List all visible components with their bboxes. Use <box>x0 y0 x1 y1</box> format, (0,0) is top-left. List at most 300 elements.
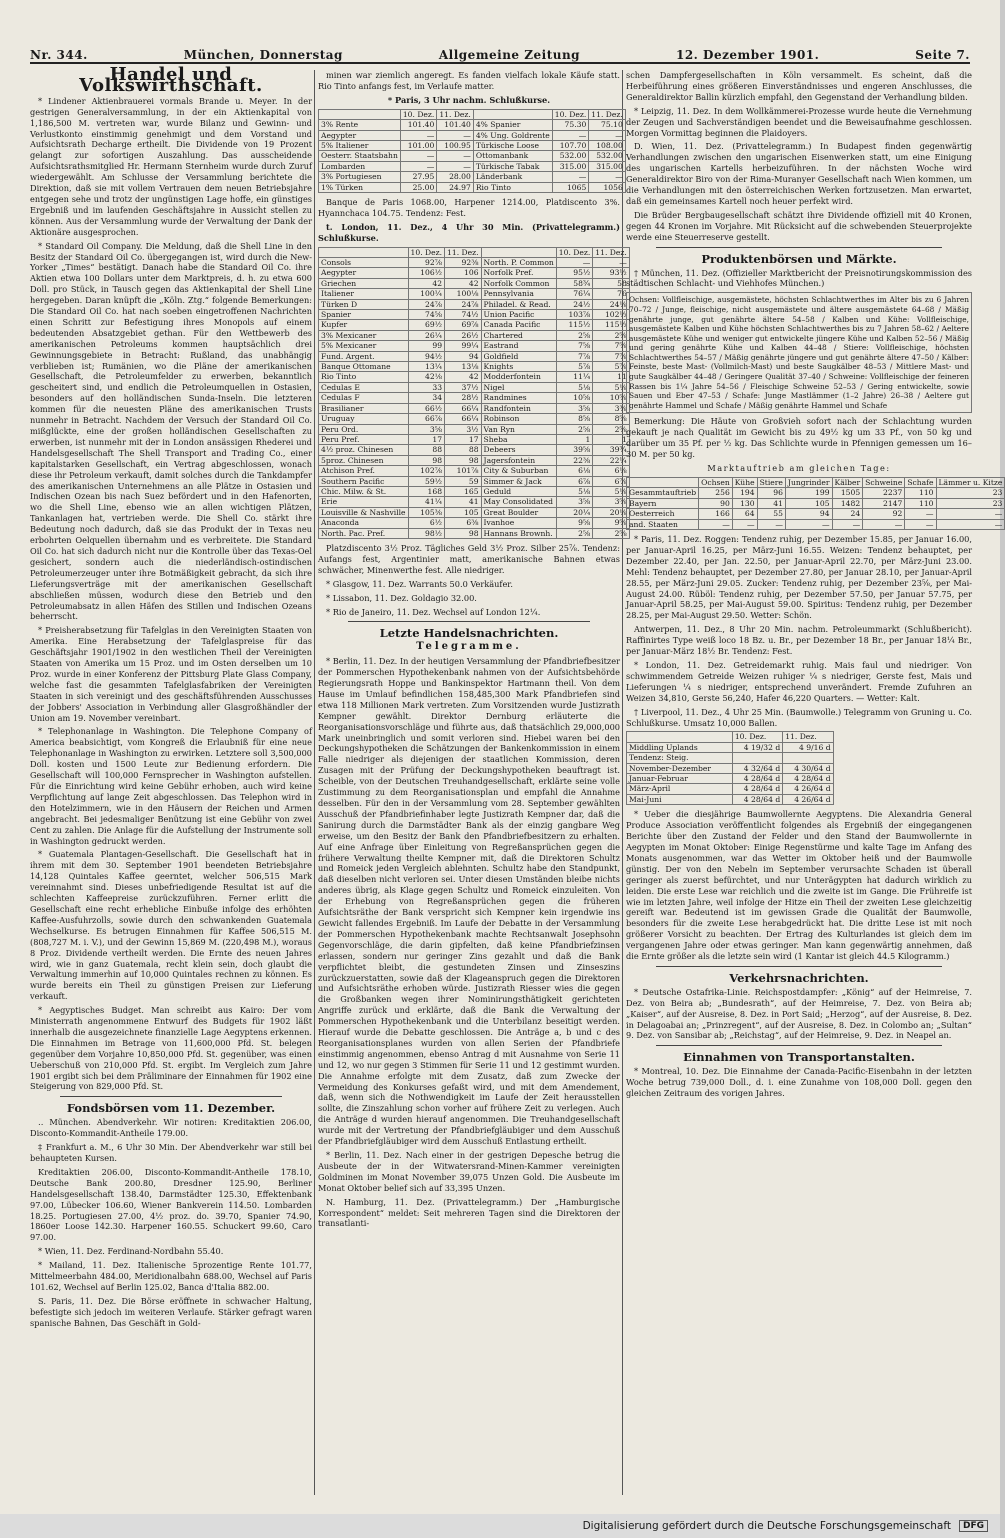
city-day: München, Donnerstag <box>183 48 343 62</box>
table-cell: 106½ <box>408 268 445 278</box>
paris-heading: * Paris, 3 Uhr nachm. Schlußkurse. <box>387 94 551 105</box>
table-cell: 9⅝ <box>556 518 593 528</box>
table-cell: 92⅜ <box>445 258 482 268</box>
table-cell: Türkische Tabak <box>473 161 552 171</box>
table-cell: 39⅝ <box>556 445 593 455</box>
table-cell: 102⅞ <box>408 466 445 476</box>
table-cell: Robinson <box>481 414 556 424</box>
table-cell: 5⅞ <box>593 362 630 372</box>
report-paris-getreide: * Paris, 11. Dez. Roggen: Tendenz ruhig, per Dezember 15.85, per Januar 16.00, per Januar-April 16.25, per März-Juni 16.55. Weizen: Tendenz behauptet, per Dezember 22.40, per Jan. 22.50, per Januar-April 22.70, per März-Juni 23.00. Mehl: Tendenz behauptet, per Dezember 27.80, per Januar 28.10, per Januar-April 28.55, per März-Juni 29.05. Zucker: Tendenz ruhig, per Dezember 23⅝, per Mai-August 24.00. Rüböl: Tendenz ruhig, per Dezember 57.50, per Januar 57.75, per Januar-April 58.25, per Mai-August 59.00. Spiritus: Tendenz ruhig, per Dezember 28.25, per Mai-August 29.50. Wetter: Schön. <box>626 534 972 621</box>
table-cell: 94 <box>785 509 832 519</box>
table-cell: 66¼ <box>445 414 482 424</box>
table-cell: Anaconda <box>319 518 409 528</box>
table-cell: Southern Pacific <box>319 476 409 486</box>
table-cell: 41 <box>445 497 482 507</box>
table-cell: 115½ <box>593 320 630 330</box>
table-cell: 4 19/32 d <box>732 742 782 752</box>
table-row <box>627 509 1005 519</box>
table-cell: 2237 <box>863 488 905 498</box>
table-cell: Ottomanbank <box>473 151 552 161</box>
table-cell: 1065 <box>552 182 589 192</box>
table-cell: 93½ <box>593 268 630 278</box>
table-cell: 4 32/64 d <box>732 763 782 773</box>
table-cell: 8⅝ <box>593 414 630 424</box>
table-cell: 24½ <box>556 299 593 309</box>
table-cell: — <box>905 519 936 529</box>
table-cell: 17 <box>445 434 482 444</box>
article-standard-oil: * Standard Oil Company. Die Meldung, daß die Shell Line in den Besitz der Standard Oil Co. übergegangen ist, wird durch die New-Yorker „Times“ bestätigt. Danach habe die Standard Oil Co. ihre Aktien etwa 100 Dollars unter dem Marktpreis, d. h. zu etwa 600 Doll. pro Stück, in Tausch gegen das Aktienkapital der Shell Line hergegeben. Daran knüpft die „Köln. Ztg.“ folgende Bemerkungen: Die Standard Oil Co. hat nach soeben eingetroffenen Nachrichten einen Schritt zur Befestigung ihres Monopols auf einem bedeutenden Absatzgebiet gethan. Für den Wettbewerb des amerikanischen Petroleums kommen hauptsächlich drei Gewinnungsgebiete in Betracht: Rußland, das unabhängig verblieben ist; Rumänien, wo die Pläne der amerikanischen Gesellschaft, die Petroleumfelder zu erwerben, bekanntlich gescheitert sind, und endlich die Petroleumquellen in Ostasien, besonders auf den holländischen Sunda-Inseln. Die letzteren kommen für die neuesten Pläne des amerikanischen Trusts nunmehr in Betracht. Nachdem der Versuch der Standard Oil Co. mißglückte, eine der großen holländischen Gesellschaften zu erwerben, ist nunmehr mit der in London ansässigen Rhederei und Handelsgesellschaft The Shell Transport and Trading Co., einer kapitalstarken Gesellschaft, ein Vertrag abgeschlossen, wonach diese ihr Petroleum verkauft, damit solches durch die Tankdampfer des amerikanischen Unternehmens an alle Plätze in Ostasien und Indischen Ozean bis nach Suez befördert und in den Hafenorten, wo die Shell Line, ebenso wie an allen wichtigen Plätzen, Tankanlagen hat, vertrieben werde. Die Shell Co. stärkt ihre Bedeutung noch dadurch, daß sie das Produkt der in Texas neu erbohrten Oelquellen übernahm und es verbreitete. Die Standard Oil Co. hat sich dadurch nicht nur die Kontrolle über das Texas-Oel gesichert, sondern auch die niederländisch-ostindischen Petroleumerzeuger unter ihre Botmäßigkeit gebracht, da sich ihre Lieferungsverträge mit der amerikanischen Gesellschaft abschließen müssen, wodurch diese den Betrieb und den Petroleumabsatz in allen Häfen des Stillen und Indischen Ozeans beherrscht. <box>30 240 312 622</box>
telegram-wien: D. Wien, 11. Dez. (Privattelegramm.) In Budapest finden gegenwärtig Verhandlungen zwischen den ungarischen Eisenwerken statt, um eine Einigung des ungarischen Kartells herbeizuführen. In der nächsten Woche wird Generaldirektor Biro von der Rima-Muranyer Gesellschaft nach Wien kommen, um die Verhandlungen mit den österreichischen Werken fortzusetzen. Man erwartet, daß ein gemeinsames Kartell noch heuer perfekt wird. <box>626 141 972 206</box>
table-row <box>319 507 630 517</box>
table-cell: 42 <box>445 372 482 382</box>
column-header: Lämmer u. Kitze <box>936 477 1005 487</box>
table-row <box>319 268 630 278</box>
issue-date: 12. Dezember 1901. <box>675 48 820 62</box>
table-cell: 94 <box>445 351 482 361</box>
column-header: 10. Dez. <box>552 109 589 119</box>
table-cell: 165 <box>445 486 482 496</box>
table-cell: 3% Mexicaner <box>319 330 409 340</box>
column-header: Schafe <box>905 477 936 487</box>
table-cell: — <box>552 130 589 140</box>
table-cell: 4 28/64 d <box>732 774 782 784</box>
table-cell: Modderfontein <box>481 372 556 382</box>
table-cell: 74½ <box>445 310 482 320</box>
table-cell: 3⅝ <box>556 497 593 507</box>
column-header: 11. Dez. <box>589 109 626 119</box>
column-header <box>319 109 401 119</box>
table-cell: 7⅝ <box>593 341 630 351</box>
column-header <box>473 109 552 119</box>
table-cell: — <box>589 130 626 140</box>
table-cell: 11 <box>593 372 630 382</box>
table-cell: 194 <box>732 488 757 498</box>
table-cell: 33 <box>408 382 445 392</box>
table-cell: Lombarden <box>319 161 401 171</box>
table-cell: — <box>593 258 630 268</box>
table-header-row <box>627 732 834 742</box>
table-row <box>627 498 1005 508</box>
table-row <box>319 330 630 340</box>
article-guatemala: * Guatemala Plantagen-Gesellschaft. Die Gesellschaft hat in ihrem mit dem 30. September 1901 beendeten Betriebsjahre 14,128 Quintales Kaffee geerntet, welcher 506,515 Mark vereinnahmt sind. Dieses unbefriedigende Resultat ist auf die schlechten Kaffeepreise zurückzuführen. Ferner erlitt die Gesellschaft eine recht erhebliche Einbuße infolge des erhöhten Kaffee-Ausfuhrzolls, sowie durch den schwankenden Guatemala Wechselkurse. Es betrugen Einnahmen für Kaffee 506,515 M. (808,727 M. i. V.), und der Gewinn 15,869 M. (220,498 M.), woraus 8 Proz. Dividende vertheilt werden. Die Ernte des neuen Jahres wird, wie in ganz Guatemala, recht klein sein, doch glaubt die Verwaltung immerhin auf 10,000 Quintales rechnen zu können. Es wurde bereits ein Theil zu günstigen Preisen zur Lieferung verkauft. <box>30 849 312 1002</box>
table-cell: 107.70 <box>552 140 589 150</box>
table-cell: 2⅝ <box>556 424 593 434</box>
table-cell: Nigel <box>481 382 556 392</box>
table-cell: 3⅝ <box>593 497 630 507</box>
table-row <box>627 753 834 763</box>
table-cell: 4% Spanier <box>473 120 552 130</box>
table-row <box>319 182 626 192</box>
table-cell: 2⅝ <box>593 424 630 434</box>
table-cell: 105⅜ <box>408 507 445 517</box>
table-cell: 39¾ <box>593 445 630 455</box>
table-cell: 315.00 <box>589 161 626 171</box>
column-2 <box>318 70 627 1495</box>
report-mailand: * Mailand, 11. Dez. Italienische 5prozentige Rente 101.77, Mittelmeerbahn 484.00, Meridionalbahn 688.00, Wechsel auf Paris 101.62, Wechsel auf Berlin 125.02, Banca d'Italia 882.00. <box>30 1260 312 1292</box>
table-cell: 100.95 <box>437 140 474 150</box>
table-row <box>319 445 630 455</box>
table-cell: 10⅝ <box>593 393 630 403</box>
table-cell: 5proz. Chinesen <box>319 455 409 465</box>
table-row <box>319 258 630 268</box>
table-cell: 4½ proz. Chinesen <box>319 445 409 455</box>
table-row <box>319 466 630 476</box>
table-cell: 100¼ <box>408 289 445 299</box>
table-row <box>319 320 630 330</box>
table-cell: 23 <box>936 498 1005 508</box>
table-cell: 7⅞ <box>556 351 593 361</box>
table-cell: 42 <box>445 278 482 288</box>
table-cell: 3½ <box>445 424 482 434</box>
table-row <box>319 382 630 392</box>
column-header <box>627 732 733 742</box>
table-cell: Peru Ord. <box>319 424 409 434</box>
table-cell: 98 <box>445 528 482 538</box>
table-cell: 2⅝ <box>593 528 630 538</box>
table-cell: 532.00 <box>552 151 589 161</box>
table-cell: 3⅝ <box>408 424 445 434</box>
report-lissabon: * Lissabon, 11. Dez. Goldagio 32.00. <box>326 592 477 603</box>
table-cell: 101.40 <box>400 120 437 130</box>
table-cell: May Consolidated <box>481 497 556 507</box>
table-cell: 88 <box>445 445 482 455</box>
table-cell: Erie <box>319 497 409 507</box>
table-cell: 115½ <box>556 320 593 330</box>
table-cell: — <box>785 519 832 529</box>
table-cell: 108.00 <box>589 140 626 150</box>
table-cell: — <box>437 130 474 140</box>
table-cell: 101.00 <box>400 140 437 150</box>
table-cell: 27.95 <box>400 172 437 182</box>
table-cell: — <box>400 161 437 171</box>
table-cell: 75.30 <box>552 120 589 130</box>
table-cell: Sheba <box>481 434 556 444</box>
table-cell: 66½ <box>408 403 445 413</box>
table-cell: — <box>400 130 437 140</box>
dfg-logo: DFG <box>959 1520 988 1532</box>
table-cell: — <box>863 519 905 529</box>
table-cell: 1 <box>556 434 593 444</box>
table-cell: 532.00 <box>589 151 626 161</box>
telegram-leipzig: * Leipzig, 11. Dez. In dem Wollkämmerei-Prozesse wurde heute die Vernehmung der Zeugen und Sachverständigen beendet und die Beweisaufnahme geschlossen. Morgen Vormittag beginnen die Plaidoyers. <box>626 105 972 138</box>
table-cell: 22¼ <box>593 455 630 465</box>
table-row <box>319 518 630 528</box>
column-1 <box>30 64 312 1495</box>
telegram-berlin-pommersche: * Berlin, 11. Dez. In der heutigen Versammlung der Pfandbriefbesitzer der Pommerschen Hypothekenbank nahmen von der Aufsichtsbehörde Regierungsrath Hoppe und Bankinspektor Hartmann theil. Von dem Hause im Umlauf befindlichen 158,485,300 Mark Pfandbriefen sind etwa 118 Millionen Mark vertreten. Zum Vorsitzenden wurde Justizrath Kempner gewählt. Direktor Dernburg erläuterte die Reorganisationsvorschläge und führte aus, daß thatsächlich 29,000,000 Mark uneinbringlich und somit verloren sind. Hiebei waren bei den Deckungshypotheken die Schätzungen der Bankenkommission in einem Falle niedriger als diejenigen der staatlichen Kommission, deren Zusagen mit der Prüfung der Deckungshypotheken beauftragt ist. Scheible, von der Deutschen Treuhandgesellschaft, erklärte seine volle Zustimmung zu dem Reorganisationsplan und empfahl die Annahme desselben. Für den in der Versammlung vom 28. September gewählten Ausschuß der Pfandbriefinhaber legte Justizrath Kempner dar, daß die Sanirung durch die Darmstädter Bank als der einzig gangbare Weg erweise, um den Besitz der Bank den Pfandbriefbesitzern zu erhalten. Auf eine Anfrage über Einleitung von Regreßansprüchen gegen die frühere Verwaltung theilte Kempner mit, daß die Direktoren Schultz und Romeick jeden Vergleich ablehnten. Schultz habe den Standpunkt, daß dieselben nicht verloren sei. Unter diesen Umständen bleibe nichts anderes übrig, als Klage gegen Schultz und Romeick einzuleiten. Von der Erhebung von Regreßansprüchen gegen die früheren Aufsichtsräthe der Bank verspricht sich Kempner kein irgendwie ins Gewicht fallendes Ergebniß. Im Laufe der Debatte in der Versammlung der Pommerschen Hypothekenbank machte Rechtsanwalt Josephsohn Gegenvorschläge, die darin gipfelten, daß keine Pfandbriefzinsen erlassen, sondern nur geringer Zins gezahlt und daß die Bank verpflichtet bleibt, die gestundeten Zinsen und Zinseszins zurückzuerstatten, sowie daß der Klageanspruch gegen die Direktoren und Aufsichtsräthe erhoben würde. Justizrath Riesser wies die gegen die Großbanken wegen ihrer Nominirungsthätigkeit gerichteten Angriffe zurück und erklärte, daß die Bank die Verwaltung der Pommerschen Hypothekenbank und die Unterbilanz beseitigt werden. Hierauf wurde die Debatte geschlossen. Die Anträge a, b und c des Reorganisationsplanes wurden von allen Serien der Pfandbriefe einstimmig angenommen, ebenso Antrag d mit Ausnahme von Serie 11 und 12, wo nur gegen 3 Stimmen für Serie 11 und 12 gestimmt wurden. Die Annahme erfolgte mit dem Zusatz, daß zum Zwecke der Vermeidung des Konkurses gefaßt wird, und mit dem Amendement, daß, wenn sich die Nothwendigkeit im Laufe der Zeit herausstellen sollte, die Zinszahlung schon vorher auf frühere Zeit zu verlegen. Auch die Anträge d wurden hierauf angenommen. Die Treuhandgesellschaft wurde mit der Vertretung der Pfandbriefgläubiger und dem Ausschuß der Pfandbriefgläubiger wird dem Ausschuß Entlastung ertheilt. <box>318 656 620 1147</box>
column-rule <box>314 70 315 1495</box>
table-row <box>319 278 630 288</box>
table-cell: Jagersfontein <box>481 455 556 465</box>
table-cell: Chartered <box>481 330 556 340</box>
london-heading: t. London, 11. Dez., 4 Uhr 30 Min. (Privattelegramm.) Schlußkurse. <box>318 221 620 243</box>
telegram-hamburg: N. Hamburg, 11. Dez. (Privattelegramm.) Der „Hamburgische Korrespondent“ meldet: Seit mehreren Tagen sind die Direktoren der transatlanti- <box>318 1196 620 1229</box>
table-cell: — <box>552 172 589 182</box>
table-row <box>627 784 834 794</box>
table-cell: 13¼ <box>408 362 445 372</box>
table-cell: Brasilianer <box>319 403 409 413</box>
report-antwerpen: Antwerpen, 11. Dez., 8 Uhr 20 Min. nachm. Petroleummarkt (Schlußbericht). Raffinirtes Type weiß loco 18 Bz. u. Br., per Dezember 18 Br., per Januar 18¼ Br., per Januar-März 18½ Br. Tendenz: Fest. <box>626 624 972 657</box>
report-glasgow: * Glasgow, 11. Dez. Warrants 50.0 Verkäufer. <box>326 578 513 589</box>
table-cell: 34 <box>408 393 445 403</box>
table-cell: 4 9/16 d <box>783 742 833 752</box>
table-row <box>627 742 834 752</box>
table-cell: November-Dezember <box>627 763 733 773</box>
table-cell: 99 <box>408 341 445 351</box>
london-after: Platzdiscento 3½ Proz. Tägliches Geld 3½ Proz. Silber 25⅞. Tendenz: Aufangs fest, Argentinier matt, amerikanische Bahnen etwas schwächer, Minenwerthe fest. Alle niedriger. <box>318 542 620 575</box>
table-row <box>319 299 630 309</box>
table-cell: Gesammtauftrieb <box>627 488 699 498</box>
table-row <box>319 414 630 424</box>
table-cell: Simmer & Jack <box>481 476 556 486</box>
table-cell: 5⅛ <box>556 382 593 392</box>
table-cell: 96 <box>757 488 785 498</box>
table-cell: 26½ <box>445 330 482 340</box>
table-cell: 26¼ <box>408 330 445 340</box>
table-cell: 42⅛ <box>408 372 445 382</box>
table-cell: Chic. Milw. & St. <box>319 486 409 496</box>
table-cell: 105 <box>445 507 482 517</box>
table-cell: 75.10 <box>589 120 626 130</box>
table-cell: 6⅞ <box>556 476 593 486</box>
table-cell: 22⅜ <box>556 455 593 465</box>
table-cell: Norfolk Pref. <box>481 268 556 278</box>
table-cell: 98 <box>408 455 445 465</box>
digitization-footer <box>0 1514 1000 1538</box>
article-bergbau: Die Brüder Bergbaugesellschaft schätzt ihre Dividende offiziell mit 40 Kronen, gegen 44 Kronen im Vorjahre. Mit Rücksicht auf die schwebenden Steuerprojekte werde eine Steuerreserve gestellt. <box>626 209 972 242</box>
column-header: 11. Dez. <box>593 247 630 257</box>
table-cell: 20⅛ <box>593 507 630 517</box>
table-cell: 1 <box>593 434 630 444</box>
table-cell: 37½ <box>445 382 482 392</box>
table-row <box>319 310 630 320</box>
table-cell: 98½ <box>408 528 445 538</box>
table-cell: 1056 <box>589 182 626 192</box>
page-number: Seite 7. <box>915 48 970 62</box>
table-row <box>319 351 630 361</box>
table-cell: 6⅛ <box>593 466 630 476</box>
table-row <box>319 497 630 507</box>
column-header: Kühe <box>732 477 757 487</box>
table-cell: 315.00 <box>552 161 589 171</box>
table-cell: 58¾ <box>556 278 593 288</box>
table-cell: 4 30/64 d <box>783 763 833 773</box>
column-header <box>319 247 409 257</box>
table-cell: — <box>437 151 474 161</box>
table-cell: 66⅞ <box>408 414 445 424</box>
table-cell: Aegypter <box>319 130 401 140</box>
table-cell: Eastrand <box>481 341 556 351</box>
column-header: 11. Dez. <box>783 732 833 742</box>
table-cell: 20¼ <box>556 507 593 517</box>
column-header <box>481 247 556 257</box>
table-cell: Louisville & Nashville <box>319 507 409 517</box>
table-cell: — <box>589 172 626 182</box>
table-cell: 4 28/64 d <box>732 784 782 794</box>
table-cell: — <box>437 161 474 171</box>
table-cell: 23 <box>936 488 1005 498</box>
table-row <box>319 120 626 130</box>
table-cell: Randmines <box>481 393 556 403</box>
table-cell: Knights <box>481 362 556 372</box>
table-header-row <box>627 477 1005 487</box>
table-cell: 5⅛ <box>593 486 630 496</box>
table-cell: — <box>832 519 863 529</box>
table-cell: Van Ryn <box>481 424 556 434</box>
table-cell: 59½ <box>408 476 445 486</box>
table-cell: 42 <box>408 278 445 288</box>
column-header: 10. Dez. <box>556 247 593 257</box>
table-row <box>319 455 630 465</box>
table-cell: Banque Ottomane <box>319 362 409 372</box>
table-cell: 199 <box>785 488 832 498</box>
table-cell: 1482 <box>832 498 863 508</box>
table-cell: Ivanhoe <box>481 518 556 528</box>
table-cell: 76¼ <box>556 289 593 299</box>
table-cell: City & Suburban <box>481 466 556 476</box>
table-cell: Goldfield <box>481 351 556 361</box>
table-cell: — <box>732 519 757 529</box>
table-cell: 6⅜ <box>445 518 482 528</box>
column-header: Schweine <box>863 477 905 487</box>
paris-after: Banque de Paris 1068.00, Harpener 1214.00, Platdiscento 3%. Hyannchaca 104.75. Tendenz: Fest. <box>318 196 620 218</box>
table-cell: Griechen <box>319 278 409 288</box>
table-cell: 69⅞ <box>445 320 482 330</box>
report-montreal: * Montreal, 10. Dez. Die Einnahme der Canada-Pacific-Eisenbahn in der letzten Woche betrug 739,000 Doll., d. i. eine Zunahme von 108,000 Doll. gegen den gleichen Zeitraum des vorigen Jahres. <box>626 1066 972 1099</box>
table-cell: 6⅞ <box>593 476 630 486</box>
table-cell: 5⅛ <box>593 382 630 392</box>
london-quote-table <box>318 247 630 539</box>
report-ostafrika-linie: * Deutsche Ostafrika-Linie. Reichspostdampfer: „König“ auf der Heimreise, 7. Dez. von Beira ab; „Bundesrath“, auf der Heimreise, 7. Dez. von Beira ab; „Kaiser“, auf der Ausreise, 8. Dez. in Port Said; „Herzog“, auf der Ausreise, 8. Dez. in Delagoabai an; „Prinzregent“, auf der Ausreise, 8. Dez. in Colombo an; „Sultan“ 9. Dez. von Sansibar ab; „Reichstag“, auf der Heimreise, 9. Dez. in Neapel an. <box>626 986 972 1041</box>
report-rio: * Rio de Janeiro, 11. Dez. Wechsel auf London 12¼. <box>326 606 541 617</box>
table-cell: 110 <box>905 498 936 508</box>
table-cell: 9⅝ <box>593 518 630 528</box>
table-cell: Türkische Loose <box>473 140 552 150</box>
table-cell: 11¼ <box>556 372 593 382</box>
table-cell <box>732 753 782 763</box>
footer-text: Digitalisierung gefördert durch die Deutsche Forschungsgemeinschaft <box>582 1520 951 1532</box>
article-telephon: * Telephonanlage in Washington. Die Telephone Company of America beabsichtigt, vom Kongreß die Erlaubniß für eine neue Telephonanlage in Washington zu erwirken. Letztere soll 3,500,000 Doll. kosten und 1500 Leute zur Bedienung erfordern. Die Gesellschaft will 100,000 Fernsprecher in Washington aufstellen. Für die Einrichtung wird keine Gebühr erhoben, auch wird keine Verpflichtung auf lange Zeit abgeschlossen. Das Telephon wird in den Hotelzimmern, wie in den Häusern der Reichen und Armen angebracht. Bei jedesmaliger Benützung ist eine Gebühr von zwei Cent zu zahlen. Die Anlage für die Aufstellung der Instrumente soll in Washington gedruckt werden. <box>30 726 312 846</box>
table-cell: 2⅝ <box>556 528 593 538</box>
divider <box>656 966 942 967</box>
table-row <box>319 424 630 434</box>
table-cell: 90 <box>699 498 733 508</box>
divider <box>348 621 590 622</box>
table-cell: 92⅞ <box>408 258 445 268</box>
table-cell: Peru Pref. <box>319 434 409 444</box>
table-cell: 5⅛ <box>556 486 593 496</box>
table-cell: Cedulas F <box>319 393 409 403</box>
telegram-berlin-gold: * Berlin, 11. Dez. Nach einer in der gestrigen Depesche betrug die Ausbeute der in der Witwatersrand-Minen-Kammer vereinigten Goldminen im Monat November 39,075 Unzen Gold. Die Ausbeute im Monat Oktober belief sich auf 33,395 Unzen. <box>318 1150 620 1193</box>
table-cell: 5% Mexicaner <box>319 341 409 351</box>
issue-number: Nr. 344. <box>30 48 88 62</box>
column-3 <box>626 70 1003 1495</box>
table-cell <box>783 753 833 763</box>
table-row <box>319 172 626 182</box>
table-cell: 59 <box>445 476 482 486</box>
table-cell: — <box>757 519 785 529</box>
section-title-letzte: Letzte Handelsnachrichten. <box>379 626 559 641</box>
table-cell: 24 <box>832 509 863 519</box>
table-row <box>319 486 630 496</box>
table-cell: 1505 <box>832 488 863 498</box>
table-cell: Union Pacific <box>481 310 556 320</box>
table-cell: 101.40 <box>437 120 474 130</box>
table-cell: 88 <box>408 445 445 455</box>
table-cell: 5⅞ <box>556 362 593 372</box>
table-cell: 10⅝ <box>556 393 593 403</box>
table-cell: 4 28/64 d <box>783 774 833 784</box>
table-cell: Januar-Februar <box>627 774 733 784</box>
table-row <box>627 519 1005 529</box>
table-cell: Länderbank <box>473 172 552 182</box>
table-row <box>319 289 630 299</box>
table-cell: 256 <box>699 488 733 498</box>
table-cell: 4 26/64 d <box>783 794 833 804</box>
table-cell: 8⅝ <box>556 414 593 424</box>
article-aegypten-budget: * Aegyptisches Budget. Man schreibt aus Kairo: Der vom Ministerrath angenommene Entwurf des Budgets für 1902 läßt innerhalb die ausgezeichnete finanzielle Lage Aegyptens erkennen. Die Einnahmen im Betrage von 11,600,000 Pfd. St. belegen gegenüber dem Vorjahre 10,850,000 Pfd. St. gegenüber, was einen Ueberschuß von 210,000 Pfd. St. ergibt. Im Vergleich zum Jahre 1901 ergibt sich bei dem Präliminare der Einnahmen für 1902 eine Steigerung von 829,000 Pfd. St. <box>30 1005 312 1092</box>
table-cell: 4% Ung. Goldrente <box>473 130 552 140</box>
table-cell: Philadel. & Read. <box>481 299 556 309</box>
table-cell: 7⅞ <box>593 351 630 361</box>
column-header: Stiere <box>757 477 785 487</box>
table-row <box>319 362 630 372</box>
table-cell: North. Pac. Pref. <box>319 528 409 538</box>
liverpool-table <box>626 731 834 805</box>
table-cell: Fund. Argent. <box>319 351 409 361</box>
table-cell: 6½ <box>408 518 445 528</box>
table-cell: 92 <box>863 509 905 519</box>
table-cell: Atchison Pref. <box>319 466 409 476</box>
section-title-produkten: Produktenbörsen und Märkte. <box>701 251 897 266</box>
auftrieb-table <box>626 477 1005 530</box>
table-cell: 24⅞ <box>408 299 445 309</box>
table-row <box>319 151 626 161</box>
table-cell: 28½ <box>445 393 482 403</box>
table-cell: 130 <box>732 498 757 508</box>
column-header: 11. Dez. <box>437 109 474 119</box>
table-cell: — <box>936 519 1005 529</box>
table-cell: 24.97 <box>437 182 474 192</box>
table-cell: 6⅛ <box>556 466 593 476</box>
table-cell: Consols <box>319 258 409 268</box>
divider <box>60 1096 282 1097</box>
table-cell: Great Boulder <box>481 507 556 517</box>
section-title-einnahmen: Einnahmen von Transportanstalten. <box>683 1050 915 1065</box>
table-cell: 94½ <box>408 351 445 361</box>
article-lindener: * Lindener Aktienbrauerei vormals Brande u. Meyer. In der gestrigen Generalversammlung, in der ein Aktienkapital von 1,186,500 M. vertreten war, wurde Bilanz und Gewinn- und Verlustkonto einstimmig genehmigt und dem Vorstand und Aufsichtsrath Decharge ertheilt. Die Dividende von 19 Prozent gelangt zur sofortigen Auszahlung. Das ausscheidende Aufsichtsrathsmitglied Hr. Hermann Sternheim wurde durch Zuruf wiedergewählt. Am Schlusse der Versammlung berichtete die Direktion, daß sie mit vollem Vertrauen dem neuen Betriebsjahre entgegen sehe und trotz der ungünstigen Lage hoffe, ein günstiges Ergebniß und im laufenden Geschäftsjahre in Aussicht stellen zu können. Aus der Versammlung wurde der Verwaltung der Dank der Aktionäre ausgesprochen. <box>30 95 312 237</box>
table-row <box>319 434 630 444</box>
subsection-telegramme: Telegramme. <box>416 641 522 653</box>
table-cell: 41¼ <box>408 497 445 507</box>
table-cell: 5% Italiener <box>319 140 401 150</box>
column-header: 10. Dez. <box>400 109 437 119</box>
column-header: Kälber <box>832 477 863 487</box>
table-cell: Pennsylvania <box>481 289 556 299</box>
report-london-getreide: * London, 11. Dez. Getreidemarkt ruhig. Mais faul und niedriger. Von schwimmendem Getreide Weizen ruhiger ¼ s niedriger, Gerste fest, Mais und Lieferungen ¼ s niedriger, entsprechend unverändert. Fremde Zufuhren an Weizen 34,810, Gerste 56,240, Hafer 46,220 Quarters. — Wetter: Kalt. <box>626 659 972 703</box>
divider <box>656 1045 942 1046</box>
table-row <box>319 161 626 171</box>
table-row <box>319 403 630 413</box>
report-paris: S. Paris, 11. Dez. Die Börse eröffnete in schwacher Haltung, befestigte sich jedoch im weiteren Verlaufe. Stärker gefragt waren spanische Bahnen, Das Geschäft in Gold- <box>30 1295 312 1328</box>
table-cell: 74⅝ <box>408 310 445 320</box>
column-header: 10. Dez. <box>408 247 445 257</box>
table-cell: Kupfer <box>319 320 409 330</box>
table-row <box>319 528 630 538</box>
table-cell: 101⅞ <box>445 466 482 476</box>
column-header: 10. Dez. <box>732 732 782 742</box>
table-header-row <box>319 247 630 257</box>
table-cell: 102½ <box>593 310 630 320</box>
